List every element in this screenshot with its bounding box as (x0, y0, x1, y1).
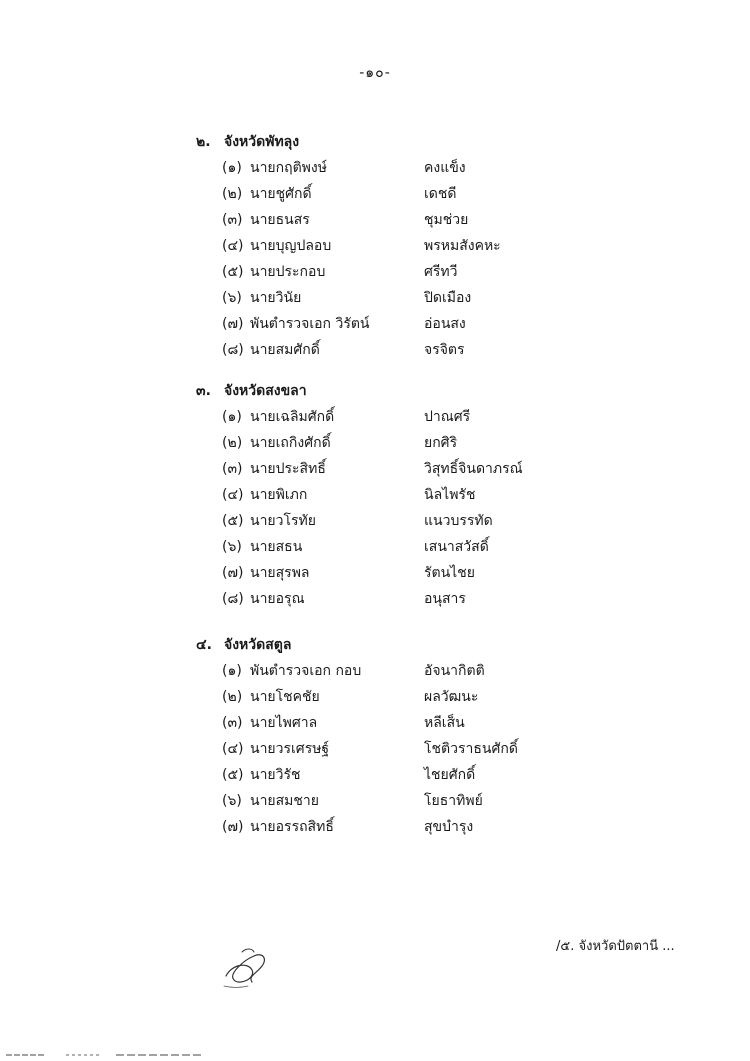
member-given-name: นายประกอบ (250, 264, 326, 280)
member-row (222, 816, 722, 838)
member-row (222, 510, 722, 532)
member-row (222, 738, 722, 760)
member-index: (๒) (222, 689, 243, 705)
member-index: (๔) (222, 487, 244, 503)
member-index: (๓) (222, 461, 243, 477)
member-index: (๔) (222, 741, 244, 757)
member-given-name: นายวโรทัย (250, 513, 316, 529)
member-given-name: นายเฉลิมศักดิ์ (250, 409, 335, 425)
section-title: จังหวัดสตูล (224, 637, 292, 653)
member-index: (๖) (222, 539, 242, 555)
member-index: (๑) (222, 160, 242, 176)
member-given-name: นายสธน (250, 539, 303, 555)
member-index: (๕) (222, 264, 244, 280)
member-surname: ชุมช่วย (424, 212, 469, 228)
member-given-name: นายเถกิงศักดิ์ (250, 435, 331, 451)
member-surname: อัจนากิตติ (424, 663, 485, 679)
member-row (222, 764, 722, 786)
member-given-name: นายวินัย (250, 290, 302, 306)
member-surname: โยธาทิพย์ (424, 793, 483, 809)
member-index: (๑) (222, 663, 242, 679)
member-row (222, 790, 722, 812)
member-index: (๖) (222, 290, 242, 306)
member-row (222, 712, 722, 734)
member-index: (๑) (222, 409, 242, 425)
member-index: (๘) (222, 342, 244, 358)
section-heading (196, 131, 299, 153)
member-surname: ศรีทวี (424, 264, 458, 280)
member-row (222, 588, 722, 610)
member-surname: นิลไพรัช (424, 487, 476, 503)
member-row (222, 536, 722, 558)
member-surname: อนุสาร (424, 591, 466, 607)
member-index: (๘) (222, 591, 244, 607)
member-given-name: พันตำรวจเอก วิรัตน์ (250, 316, 370, 332)
member-index: (๕) (222, 513, 244, 529)
member-index: (๒) (222, 186, 243, 202)
member-index: (๖) (222, 793, 242, 809)
member-given-name: นายพิเภก (250, 487, 308, 503)
scan-edge-marks (6, 1054, 206, 1056)
member-row (222, 287, 722, 309)
continuation-note: /๕. จังหวัดปัตตานี ... (556, 939, 675, 954)
member-surname: วิสุทธิ์จินดาภรณ์ (424, 461, 523, 477)
member-index: (๔) (222, 238, 244, 254)
member-index: (๒) (222, 435, 243, 451)
member-surname: คงแข็ง (424, 160, 466, 176)
member-surname: ปิดเมือง (424, 290, 472, 306)
member-surname: ไชยศักดิ์ (424, 767, 476, 783)
member-index: (๗) (222, 316, 244, 332)
member-surname: สุขบำรุง (424, 819, 474, 835)
member-row (222, 562, 722, 584)
member-row (222, 183, 722, 205)
member-row (222, 261, 722, 283)
member-row (222, 484, 722, 506)
member-given-name: นายไพศาล (250, 715, 318, 731)
section-heading (196, 634, 291, 656)
member-given-name: นายอรุณ (250, 591, 305, 607)
member-given-name: นายวรเศรษฐ์ (250, 741, 330, 757)
member-given-name: นายสมชาย (250, 793, 319, 809)
member-row (222, 660, 722, 682)
member-row (222, 157, 722, 179)
member-row (222, 313, 722, 335)
section-number: ๒. (196, 134, 211, 150)
member-given-name: นายประสิทธิ์ (250, 461, 326, 477)
member-row (222, 235, 722, 257)
member-given-name: นายสมศักดิ์ (250, 342, 320, 358)
member-given-name: นายบุญปลอบ (250, 238, 332, 254)
member-given-name: พันตำรวจเอก กอบ (250, 663, 362, 679)
member-index: (๗) (222, 819, 244, 835)
member-surname: หลีเส็น (424, 715, 465, 731)
member-surname: ยกศิริ (424, 435, 458, 451)
member-given-name: นายชูศักดิ์ (250, 186, 312, 202)
member-surname: เสนาสวัสดิ์ (424, 539, 489, 555)
member-given-name: นายกฤติพงษ์ (250, 160, 327, 176)
member-row (222, 406, 722, 428)
section-title: จังหวัดพัทลุง (224, 134, 300, 150)
page-number: -๑๐- (359, 65, 391, 81)
member-row (222, 339, 722, 361)
member-row (222, 209, 722, 231)
member-surname: พรหมสังคหะ (424, 238, 501, 254)
section-number: ๔. (196, 637, 212, 653)
section-heading (196, 380, 307, 402)
member-surname: เดชดี (424, 186, 457, 202)
section-number: ๓. (196, 383, 211, 399)
member-given-name: นายสุรพล (250, 565, 310, 581)
signature-mark (218, 942, 278, 992)
member-given-name: นายอรรถสิทธิ์ (250, 819, 334, 835)
member-surname: อ่อนสง (424, 316, 466, 332)
member-surname: ปาณศรี (424, 409, 471, 425)
member-index: (๕) (222, 767, 244, 783)
section-title: จังหวัดสงขลา (224, 383, 307, 399)
member-row (222, 458, 722, 480)
member-row (222, 432, 722, 454)
member-index: (๓) (222, 715, 243, 731)
member-given-name: นายธนสร (250, 212, 310, 228)
member-given-name: นายวิรัช (250, 767, 301, 783)
member-given-name: นายโชคชัย (250, 689, 320, 705)
member-surname: ผลวัฒนะ (424, 689, 479, 705)
member-surname: รัตนไชย (424, 565, 475, 581)
member-row (222, 686, 722, 708)
member-surname: จรจิตร (424, 342, 465, 358)
member-index: (๓) (222, 212, 243, 228)
member-index: (๗) (222, 565, 244, 581)
member-surname: แนวบรรทัด (424, 513, 493, 529)
member-surname: โชติวราธนศักดิ์ (424, 741, 518, 757)
